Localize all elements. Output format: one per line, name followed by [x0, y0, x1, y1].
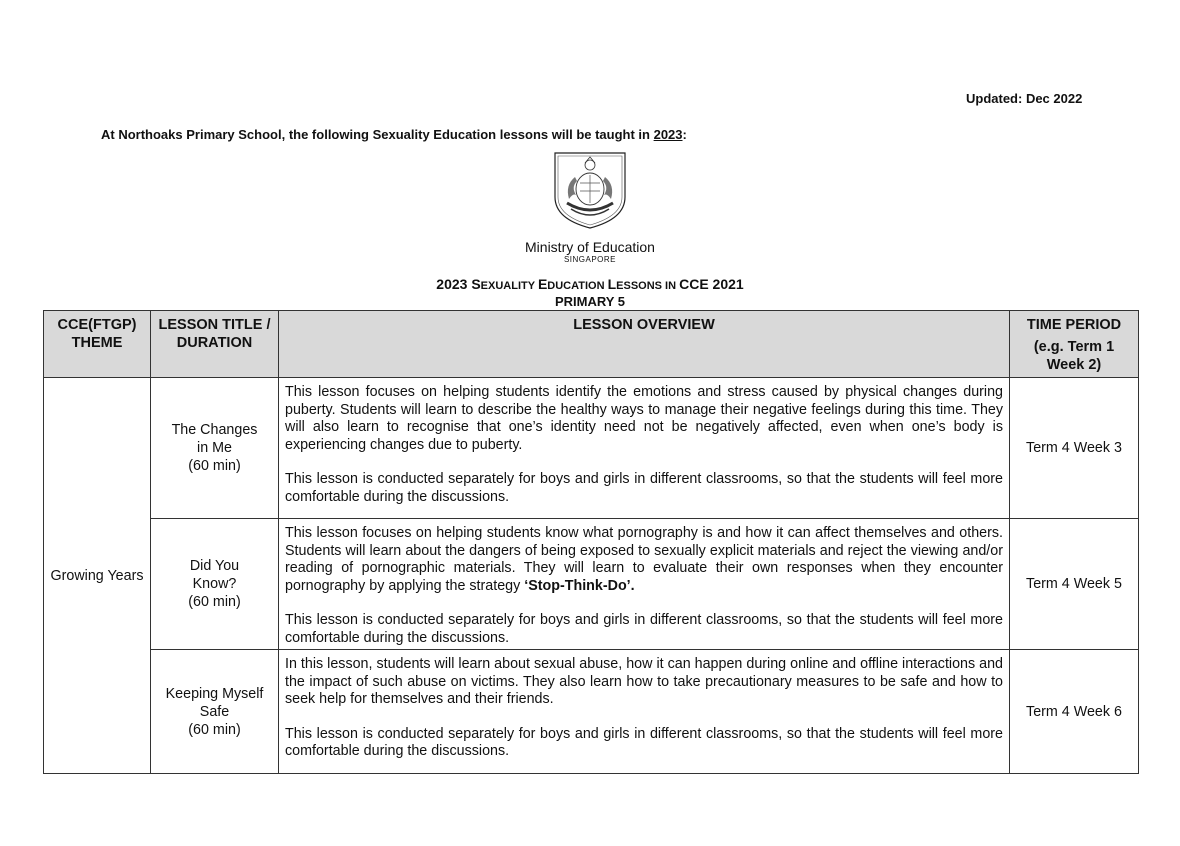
header-time	[1010, 311, 1139, 378]
table-header-row	[44, 311, 1139, 378]
intro-prefix: At Northoaks Primary School, the following Sexuality Education lessons will be taught in	[101, 127, 654, 142]
header-time-label: TIME PERIOD	[1026, 317, 1122, 333]
lesson-title-cell	[151, 650, 279, 774]
lesson-title-line: Know?	[192, 576, 237, 592]
header-lesson: LESSON TITLE / DURATION	[151, 311, 279, 378]
title-part: EXUALITY	[480, 280, 538, 292]
lesson-title-line: Safe	[199, 703, 230, 720]
document-level: PRIMARY 5	[554, 294, 626, 309]
moe-crest-logo	[553, 151, 627, 229]
lesson-title-line: in Me	[197, 440, 232, 456]
table-row	[44, 519, 1139, 650]
lesson-duration: (60 min)	[188, 458, 241, 474]
intro-year: 2023	[653, 127, 683, 142]
lesson-title-line: Keeping Myself	[165, 685, 264, 702]
overview-paragraph: This lesson is conducted separately for boys and girls in different classrooms, so that the students will feel more comfortable during the discussions.	[285, 612, 1003, 646]
intro-suffix: :	[682, 127, 687, 142]
title-part: DUCATION	[547, 280, 608, 292]
moe-subtitle: SINGAPORE	[563, 255, 617, 264]
lesson-duration: (60 min)	[188, 721, 241, 738]
theme-cell: Growing Years	[44, 378, 151, 774]
updated-date: Updated: Dec 2022	[966, 91, 1083, 106]
header-overview: LESSON OVERVIEW	[279, 311, 1010, 378]
strategy-name: ‘Stop-Think-Do’.	[524, 577, 635, 594]
overview-cell	[279, 650, 1010, 774]
time-period-cell: Term 4 Week 3	[1010, 378, 1139, 519]
time-period-cell: Term 4 Week 6	[1010, 650, 1139, 774]
overview-paragraph: This lesson is conducted separately for boys and girls in different classrooms, so that the students will feel more comfortable during the discussions.	[285, 471, 1003, 505]
title-part: ESSONS IN	[616, 280, 680, 292]
overview-paragraph: This lesson focuses on helping students identify the emotions and stress caused by physical changes during puberty. Students will learn to describe the healthy ways to manage their negative feelings during this time. They will also learn to recognise that one’s identity need not be negatively affected, even when one’s body is experiencing changes due to puberty.	[285, 384, 1003, 453]
time-period-cell: Term 4 Week 5	[1010, 519, 1139, 650]
lesson-title-cell	[151, 378, 279, 519]
overview-paragraph	[285, 525, 1003, 595]
lesson-duration: (60 min)	[188, 594, 241, 610]
overview-text: This lesson focuses on helping students know what pornography is and how it can affect themselves and others. Students will learn about the dangers of being exposed to sexually explicit materials and reject the viewing and/or reading of pornographic materials. They will learn to evaluate their own responses when they encounter pornography by applying the strategy	[285, 525, 1003, 594]
table-row	[44, 378, 1139, 519]
lesson-title-cell	[151, 519, 279, 650]
overview-cell	[279, 519, 1010, 650]
overview-paragraph: In this lesson, students will learn about sexual abuse, how it can happen during online and offline interactions and the impact of such abuse on victims. They also learn how to take precautionary measures to be safe and how to seek help for themselves and their friends.	[285, 656, 1003, 707]
intro-text	[101, 127, 687, 142]
overview-paragraph: This lesson is conducted separately for boys and girls in different classrooms, so that the students will feel more comfortable during the discussions.	[285, 725, 1003, 759]
header-theme: CCE(FTGP) THEME	[44, 311, 151, 378]
moe-name: Ministry of Education	[525, 239, 655, 255]
overview-cell	[279, 378, 1010, 519]
lesson-title-line: Did You	[189, 558, 240, 574]
title-part: 2023 S	[436, 276, 481, 292]
document-title	[0, 276, 1180, 292]
table-row	[44, 650, 1139, 774]
lessons-table	[43, 310, 1139, 774]
title-part: E	[537, 276, 548, 292]
lesson-title-line: The Changes	[171, 422, 258, 438]
title-part: CCE 2021	[679, 276, 744, 292]
header-time-example: (e.g. Term 1 Week 2)	[1033, 339, 1115, 373]
title-part: L	[607, 276, 617, 292]
